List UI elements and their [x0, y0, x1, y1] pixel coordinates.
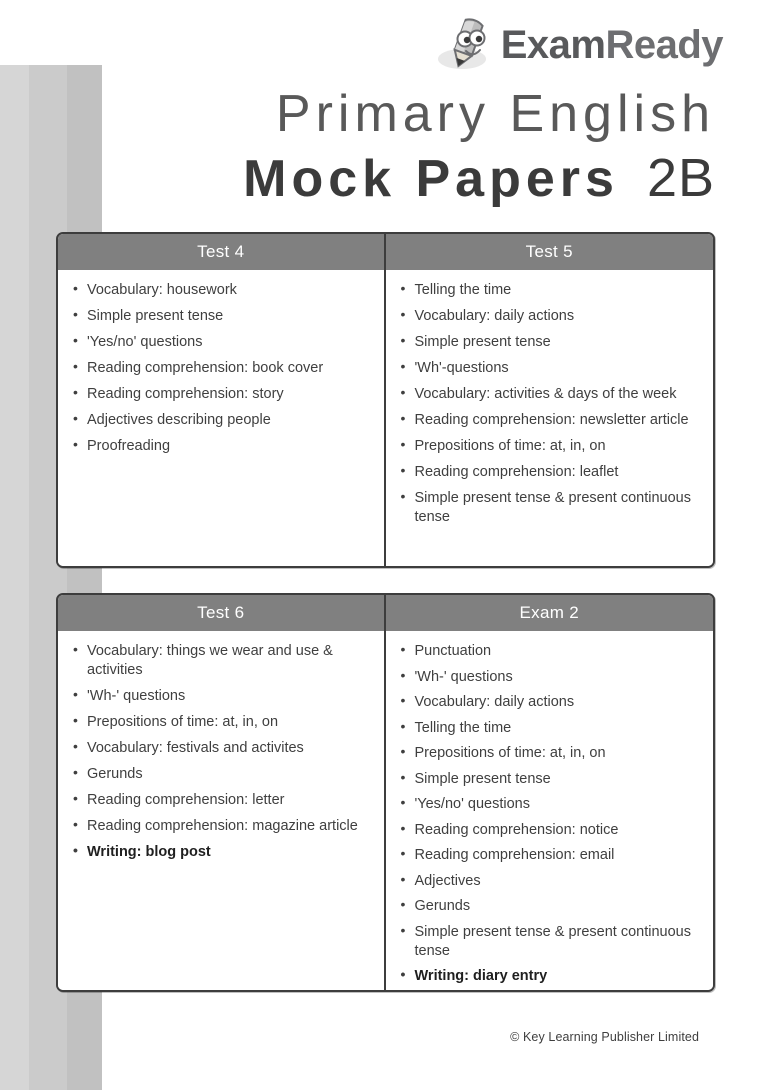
topic-list-item: • 'Wh-' questions — [400, 668, 702, 687]
table-2-header-left: Test 6 — [58, 595, 386, 631]
table-2-header-row — [58, 595, 713, 631]
topic-list-item: • Simple present tense — [72, 307, 372, 326]
table-2-header-right: Exam 2 — [386, 595, 714, 631]
brand-logo-exam: Exam — [500, 23, 606, 67]
topic-list-item: • Reading comprehension: story — [72, 385, 372, 404]
topic-list-item: • Prepositions of time: at, in, on — [72, 713, 372, 732]
brand-logo-ready: Ready — [605, 23, 723, 67]
table-1-body — [58, 270, 713, 566]
pencil-mascot-icon — [435, 15, 499, 75]
topic-list-item: • Reading comprehension: book cover — [72, 359, 372, 378]
table-1-cell-right — [386, 270, 714, 566]
page-subtitle: Mock Papers — [243, 150, 619, 209]
topic-list-item: • Telling the time — [400, 281, 702, 300]
topic-list-item: • Reading comprehension: newsletter article — [400, 411, 702, 430]
topic-list — [72, 642, 372, 861]
topic-list-item: • 'Yes/no' questions — [400, 795, 702, 814]
page-title: Primary English — [275, 85, 715, 143]
topic-list-item: • Simple present tense & present continuous tense — [400, 923, 702, 960]
topic-list-item: • Telling the time — [400, 719, 702, 738]
table-2-body — [58, 631, 713, 990]
topic-list-item: • Prepositions of time: at, in, on — [400, 437, 702, 456]
brand-logo-text — [501, 25, 723, 65]
table-2-cell-right — [386, 631, 714, 990]
topic-list-item: • Writing: blog post — [72, 843, 372, 862]
topic-list-item: • Reading comprehension: leaflet — [400, 463, 702, 482]
topic-list-item: • Vocabulary: daily actions — [400, 307, 702, 326]
topic-list-item: • 'Yes/no' questions — [72, 333, 372, 352]
topic-list-item: • Reading comprehension: letter — [72, 791, 372, 810]
topic-list-item: • Reading comprehension: notice — [400, 821, 702, 840]
topic-list-item: • Prepositions of time: at, in, on — [400, 744, 702, 763]
topic-list — [400, 281, 702, 526]
table-1-header-row — [58, 234, 713, 270]
topic-list-item: • Vocabulary: things we wear and use & activities — [72, 642, 372, 679]
topic-list-item: • Reading comprehension: email — [400, 846, 702, 865]
topic-list-item: • Simple present tense & present continuous tense — [400, 489, 702, 526]
topic-list — [400, 642, 702, 986]
topic-list-item: • Vocabulary: housework — [72, 281, 372, 300]
test-table-2 — [56, 593, 715, 992]
table-1-cell-left — [58, 270, 386, 566]
topic-list — [72, 281, 372, 456]
topic-list-item: • Vocabulary: festivals and activites — [72, 739, 372, 758]
table-2-cell-left — [58, 631, 386, 990]
topic-list-item: • Simple present tense — [400, 770, 702, 789]
topic-list-item: • Proofreading — [72, 437, 372, 456]
subtitle-row — [0, 149, 715, 208]
topic-list-item: • 'Wh'-questions — [400, 359, 702, 378]
topic-list-item: • Adjectives — [400, 872, 702, 891]
topic-list-item: • Writing: diary entry — [400, 967, 702, 986]
topic-list-item: • Reading comprehension: magazine article — [72, 817, 372, 836]
topic-list-item: • 'Wh-' questions — [72, 687, 372, 706]
topic-list-item: • Vocabulary: daily actions — [400, 693, 702, 712]
table-1-header-right: Test 5 — [386, 234, 714, 270]
brand-logo — [435, 14, 723, 76]
copyright-footer: © Key Learning Publisher Limited — [510, 1030, 699, 1044]
topic-list-item: • Vocabulary: activities & days of the week — [400, 385, 702, 404]
topic-list-item: • Simple present tense — [400, 333, 702, 352]
title-block — [0, 86, 715, 209]
paper-level: 2B — [646, 148, 715, 209]
side-bar-light — [0, 65, 29, 1090]
topic-list-item: • Punctuation — [400, 642, 702, 661]
table-1-header-left: Test 4 — [58, 234, 386, 270]
test-table-1 — [56, 232, 715, 568]
topic-list-item: • Gerunds — [72, 765, 372, 784]
topic-list-item: • Adjectives describing people — [72, 411, 372, 430]
topic-list-item: • Gerunds — [400, 897, 702, 916]
